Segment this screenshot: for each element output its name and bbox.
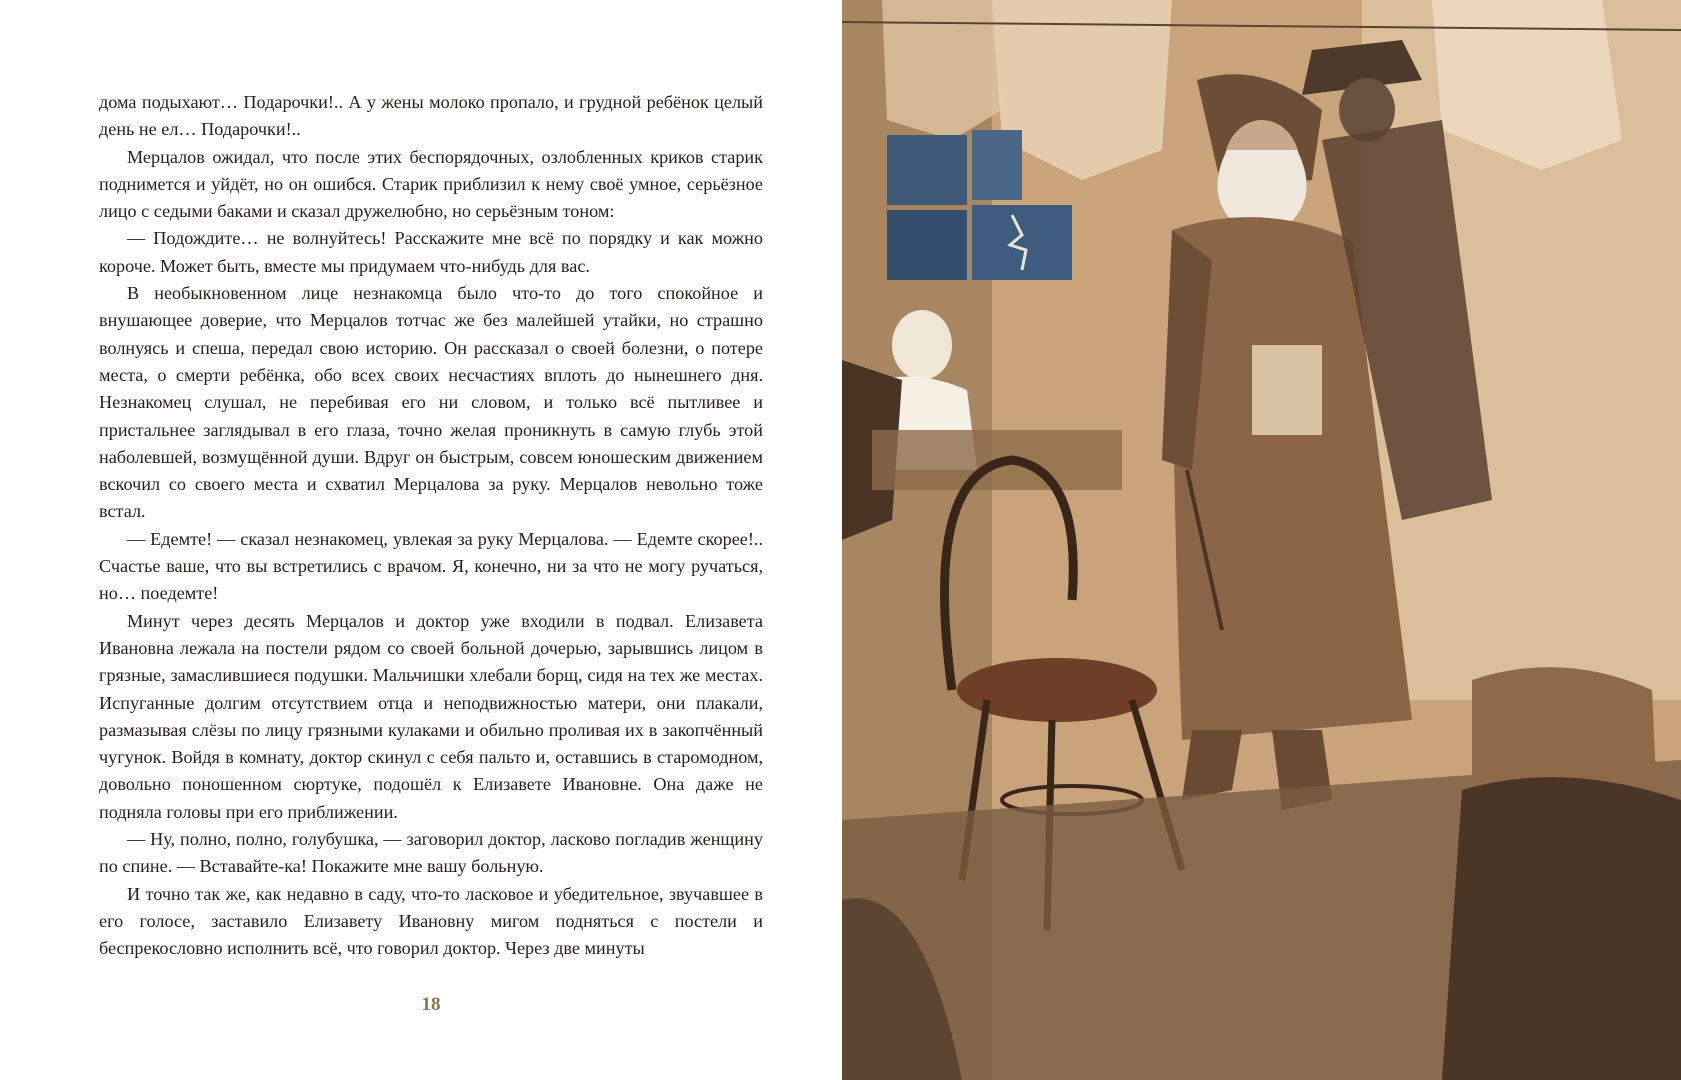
parcel [1252, 345, 1322, 435]
paragraph: — Едемте! — сказал незнакомец, увлекая за руку Мерцалова. — Едемте скорее!.. Счастье ваше, что вы встретились с врачом. Я, конечно, ни за что не могу ручаться, но… поедемте! [99, 528, 763, 604]
paragraph: — Подождите… не волнуйтесь! Расскажите мне всё по порядку и как можно короче. Может быть, вместе мы придумаем что-нибудь для вас. [99, 228, 763, 276]
paragraph: Мерцалов ожидал, что после этих беспорядочных, озлобленных криков старик поднимется и уйдёт, но он ошибся. Старик приблизил к нему своё умное, серьёзное лицо с седыми баками и сказал дружелюбно, но серьёзным тоном: [99, 146, 763, 222]
window-pane [887, 135, 967, 205]
paragraph: — Ну, полно, полно, голубушка, — заговорил доктор, ласково погладив женщину по спине. — Вставайте-ка! Покажите мне вашу больную. [99, 829, 763, 877]
boy-head [892, 310, 952, 380]
foreground-figure [1442, 777, 1681, 1080]
paragraph: В необыкновенном лице незнакомца было что-то до того спокойное и внушающее доверие, что Мерцалов тотчас же без малейшей утайки, но страшно волнуясь и спеша, передал свою историю. Он рассказал о своей болезни, о потере места, о смерти ребёнка, обо всех своих несчастиях вплоть до нынешнего дня. Незнакомец слушал, не перебивая его ни словом, и только всё пытливее и пристальнее заглядывал в его глаза, точно желая проникнуть в самую глубь этой наболевшей, возмущённой души. Вдруг он быстрым, совсем юношеским движением вскочил со своего места и схватил Мерцалова за руку. Мерцалов невольно тоже встал. [99, 283, 763, 522]
text-body [99, 89, 763, 963]
illustration-drawing [842, 0, 1681, 1080]
window-pane [972, 130, 1022, 200]
paragraph: Минут через десять Мерцалов и доктор уже входили в подвал. Елизавета Ивановна лежала на постели рядом со своей больной дочерью, зарывшись лицом в грязные, замаслившиеся подушки. Мальчишки хлебали борщ, сидя на тех же местах. Испуганные долгим отсутствием отца и неподвижностью матери, они плакали, размазывая слёзы по лицу грязными кулаками и обильно проливая их в закопчённый чугунок. Войдя в комнату, доктор скинул с себя пальто и, оставшись в старомодном, довольно поношенном сюртуке, подошёл к Елизавете Ивановне. Она даже не подняла головы при его приближении. [99, 610, 763, 822]
paragraph: дома подыхают… Подарочки!.. А у жены молоко пропало, и грудной ребёнок целый день не ел… Подарочки!.. [99, 92, 763, 140]
hanging-cloth [882, 0, 1002, 140]
window-pane [887, 210, 967, 280]
page-number: 18 [421, 994, 441, 1015]
paragraph: И точно так же, как недавно в саду, что-то ласковое и убедительное, звучавшее в его голосе, заставило Елизавету Ивановну мигом подняться с постели и беспрекословно исполнить всё, что говорил доктор. Через две минуты [99, 883, 763, 959]
illustration [842, 0, 1681, 1080]
